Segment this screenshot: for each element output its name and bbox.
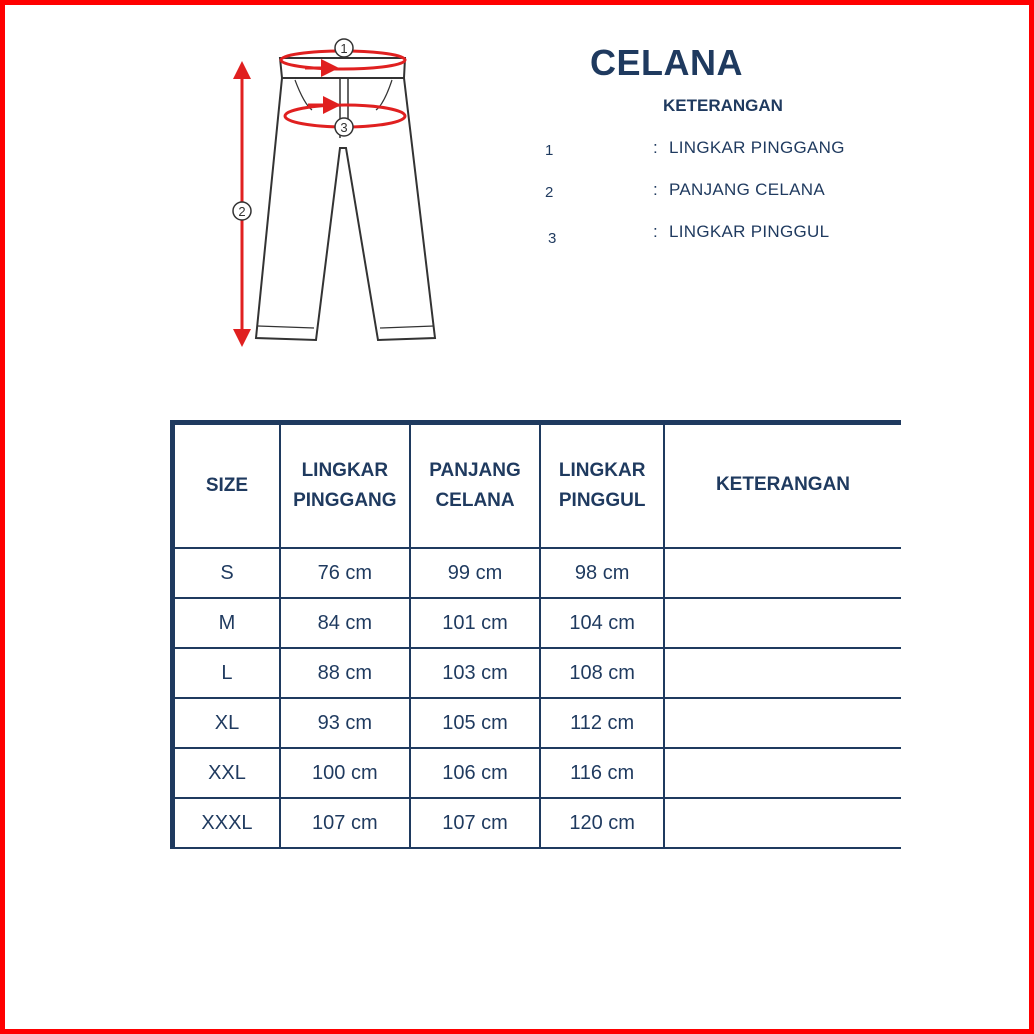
legend-separator: :	[653, 138, 658, 157]
legend-label: PANJANG CELANA	[669, 180, 825, 199]
cell-note	[664, 598, 901, 648]
header-panjang-celana: PANJANG CELANA	[410, 423, 541, 549]
legend-list	[540, 138, 920, 264]
cell-size: XL	[173, 698, 280, 748]
size-chart-table	[170, 420, 901, 849]
cell-note	[664, 548, 901, 598]
legend-number: 1	[545, 142, 554, 159]
cell-length: 103 cm	[410, 648, 541, 698]
table-header-row	[173, 423, 902, 549]
cell-size: L	[173, 648, 280, 698]
header-lingkar-pinggul: LINGKAR PINGGUL	[540, 423, 664, 549]
page-title: CELANA	[590, 42, 743, 83]
cell-length: 99 cm	[410, 548, 541, 598]
legend-item-3	[540, 222, 920, 264]
cell-size: XXXL	[173, 798, 280, 848]
svg-text:3: 3	[340, 120, 348, 135]
cell-note	[664, 748, 901, 798]
cell-waist: 100 cm	[280, 748, 410, 798]
cell-size: XXL	[173, 748, 280, 798]
cell-waist: 84 cm	[280, 598, 410, 648]
cell-length: 105 cm	[410, 698, 541, 748]
table-row	[173, 548, 902, 598]
cell-hip: 112 cm	[540, 698, 664, 748]
cell-length: 107 cm	[410, 798, 541, 848]
marker-3	[335, 118, 353, 136]
cell-size: M	[173, 598, 280, 648]
table-row	[173, 598, 902, 648]
legend-item-1	[540, 138, 920, 180]
legend-label: LINGKAR PINGGUL	[669, 222, 830, 241]
svg-text:1: 1	[340, 41, 348, 56]
cell-hip: 120 cm	[540, 798, 664, 848]
svg-text:2: 2	[238, 204, 246, 219]
cell-waist: 93 cm	[280, 698, 410, 748]
legend-number: 3	[548, 230, 557, 247]
header-size: SIZE	[173, 423, 280, 549]
cell-size: S	[173, 548, 280, 598]
table-row	[173, 798, 902, 848]
header-keterangan: KETERANGAN	[664, 423, 901, 549]
pants-outline	[256, 58, 435, 340]
legend-label: LINGKAR PINGGANG	[669, 138, 845, 157]
cell-hip: 108 cm	[540, 648, 664, 698]
legend-separator: :	[653, 180, 658, 199]
cell-note	[664, 698, 901, 748]
cell-note	[664, 648, 901, 698]
header-lingkar-pinggang: LINGKAR PINGGANG	[280, 423, 410, 549]
cell-hip: 116 cm	[540, 748, 664, 798]
cell-length: 101 cm	[410, 598, 541, 648]
cell-waist: 88 cm	[280, 648, 410, 698]
cell-waist: 76 cm	[280, 548, 410, 598]
legend-heading: KETERANGAN	[663, 96, 783, 115]
cell-hip: 98 cm	[540, 548, 664, 598]
marker-2	[233, 202, 251, 220]
cell-note	[664, 798, 901, 848]
table-row	[173, 748, 902, 798]
table-row	[173, 698, 902, 748]
cell-waist: 107 cm	[280, 798, 410, 848]
legend-separator: :	[653, 222, 658, 241]
cell-length: 106 cm	[410, 748, 541, 798]
legend-item-2	[540, 180, 920, 222]
marker-1	[335, 39, 353, 57]
pants-diagram	[220, 30, 450, 360]
cell-hip: 104 cm	[540, 598, 664, 648]
table-row	[173, 648, 902, 698]
legend-number: 2	[545, 184, 554, 201]
